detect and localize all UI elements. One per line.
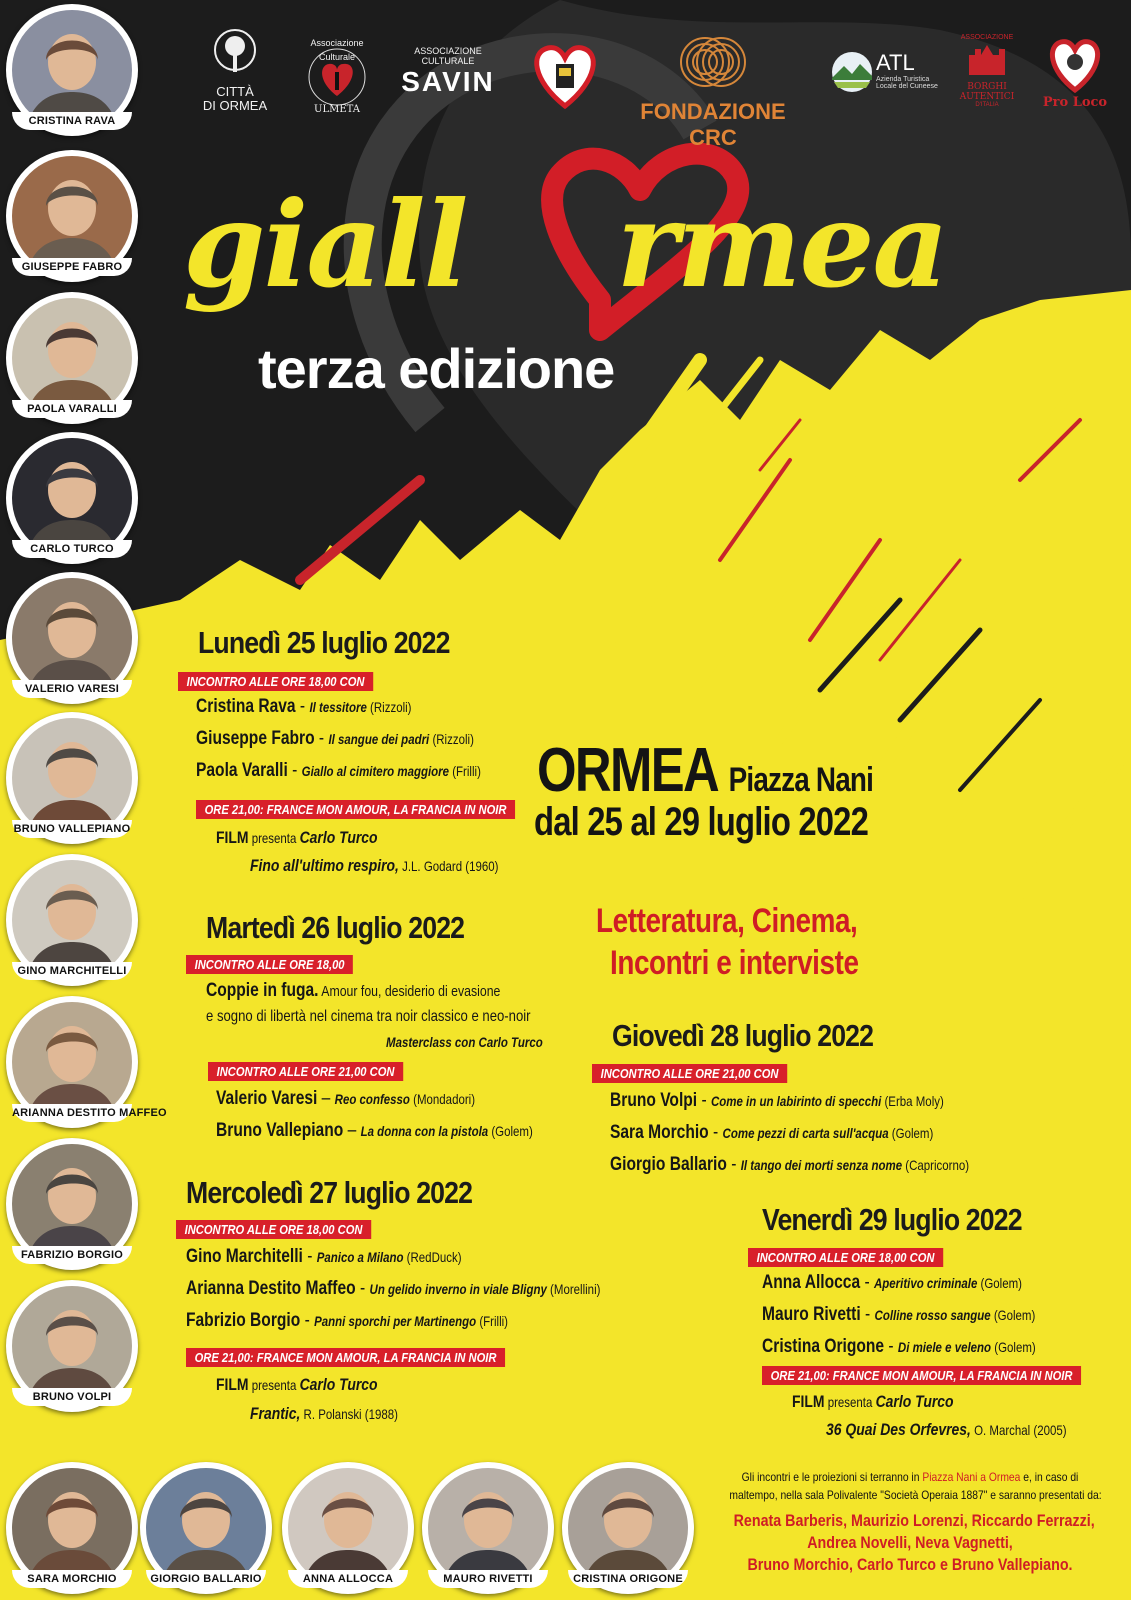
day-title: Lunedì 25 luglio 2022 xyxy=(198,625,450,660)
author-portrait xyxy=(282,1462,414,1594)
presenters-line-1: Renata Barberis, Maurizio Lorenzi, Riccardo Ferrazzi, xyxy=(733,1511,1095,1530)
author-entry: Valerio Varesi – Reo confesso (Mondadori) xyxy=(216,1088,476,1109)
edition-subtitle: terza edizione xyxy=(258,337,615,400)
venue-city: ORMEA xyxy=(537,736,717,805)
portrait-name-label: GIORGIO BALLARIO xyxy=(146,1570,266,1588)
logo-pro-loco xyxy=(1040,36,1110,110)
author-entry: Giuseppe Fabro - Il sangue dei padri (Rizzoli) xyxy=(196,728,474,749)
presenters-line-3: Bruno Morchio, Carlo Turco e Bruno Vallepiano. xyxy=(747,1555,1073,1574)
portrait-name-label: GIUSEPPE FABRO xyxy=(12,258,132,276)
author-portrait xyxy=(6,572,138,704)
logo-ulmeta xyxy=(296,38,378,121)
logo-ulmeta-top: Associazione Culturale xyxy=(310,38,364,62)
portrait-name-label: CARLO TURCO xyxy=(12,540,132,558)
logo-heart-badge xyxy=(525,40,605,115)
author-portrait xyxy=(6,1280,138,1412)
portrait-name-label: VALERIO VARESI xyxy=(12,680,132,698)
portrait-name-label: BRUNO VALLEPIANO xyxy=(12,820,132,838)
author-entry: Bruno Volpi - Come in un labirinto di specchi (Erba Moly) xyxy=(610,1090,944,1111)
festival-title xyxy=(183,175,947,314)
author-entry: Fabrizio Borgio - Panni sporchi per Martinengo (Frilli) xyxy=(186,1310,509,1331)
day-title: Giovedì 28 luglio 2022 xyxy=(612,1018,874,1053)
crc-rings-icon xyxy=(673,32,753,92)
logo-atl-text: ATL xyxy=(876,50,915,75)
author-portrait xyxy=(6,996,167,1128)
presenters-line-2: Andrea Novelli, Neva Vagnetti, xyxy=(807,1533,1013,1552)
venue-square: Piazza Nani xyxy=(728,761,874,799)
pro-loco-heart-icon xyxy=(1045,36,1105,94)
logo-savin xyxy=(398,46,498,98)
atl-landscape-icon xyxy=(830,50,874,94)
portrait-name-label: FABRIZIO BORGIO xyxy=(12,1246,132,1264)
author-portrait xyxy=(6,4,138,136)
author-entry: Cristina Rava - Il tessitore (Rizzoli) xyxy=(196,696,412,717)
author-portrait xyxy=(6,292,138,424)
film-presenter: FILM presenta Carlo Turco xyxy=(216,1375,378,1394)
castle-icon xyxy=(965,41,1009,77)
author-portrait xyxy=(140,1462,272,1594)
evening-badge: ORE 21,00: FRANCE MON AMOUR, LA FRANCIA IN NOIR xyxy=(186,1348,505,1367)
logo-borghi-autentici xyxy=(952,34,1022,108)
author-entry: Bruno Vallepiano – La donna con la pistola (Golem) xyxy=(216,1120,533,1141)
logo-borghi-top: ASSOCIAZIONE xyxy=(960,34,1014,41)
author-entry: Sara Morchio - Come pezzi di carta sull'acqua (Golem) xyxy=(610,1122,934,1143)
author-portrait xyxy=(6,432,138,564)
author-portrait xyxy=(422,1462,554,1594)
author-entry: Gino Marchitelli - Panico a Milano (RedDuck) xyxy=(186,1246,462,1267)
portrait-name-label: ANNA ALLOCCA xyxy=(288,1570,408,1588)
venue-note-line-2: maltempo, nella sala Polivalente "Società Operaia 1887" e saranno presentati da: xyxy=(729,1488,1102,1502)
author-portrait xyxy=(6,150,138,282)
day-title: Mercoledì 27 luglio 2022 xyxy=(186,1175,473,1210)
film-title: 36 Quai Des Orfevres, O. Marchal (2005) xyxy=(826,1420,1067,1439)
heart-badge-icon xyxy=(526,40,604,110)
tree-icon xyxy=(213,28,257,80)
logo-savin-top: ASSOCIAZIONE CULTURALE xyxy=(414,46,482,66)
time-badge: INCONTRO ALLE ORE 18,00 CON xyxy=(178,672,373,691)
evening-badge: ORE 21,00: FRANCE MON AMOUR, LA FRANCIA IN NOIR xyxy=(196,800,515,819)
logo-borghi-sub: D'ITALIA xyxy=(975,102,999,108)
author-entry: Cristina Origone - Di miele e veleno (Golem) xyxy=(762,1336,1036,1357)
author-portrait xyxy=(6,1138,138,1270)
logo-proloco-text: Pro Loco xyxy=(1042,95,1108,110)
portrait-name-label: BRUNO VOLPI xyxy=(12,1388,132,1406)
logo-borghi-text: BORGHI AUTENTICI xyxy=(959,82,1015,102)
logo-savin-text: SAVIN xyxy=(401,66,495,97)
author-portrait xyxy=(6,854,138,986)
portrait-name-label: PAOLA VARALLI xyxy=(12,400,132,418)
portrait-name-label: CRISTINA RAVA xyxy=(12,112,132,130)
time-badge: INCONTRO ALLE ORE 21,00 CON xyxy=(592,1064,787,1083)
author-portrait xyxy=(6,712,138,844)
portrait-name-label: ARIANNA DESTITO MAFFEO xyxy=(12,1104,132,1122)
author-entry: Arianna Destito Maffeo - Un gelido inverno in viale Bligny (Morellini) xyxy=(186,1278,601,1299)
portrait-name-label: MAURO RIVETTI xyxy=(428,1570,548,1588)
logo-fondazione-crc xyxy=(618,32,808,151)
time-badge: INCONTRO ALLE ORE 18,00 CON xyxy=(748,1248,943,1267)
time-badge: INCONTRO ALLE ORE 21,00 CON xyxy=(208,1062,403,1081)
festival-dates: dal 25 al 29 luglio 2022 xyxy=(534,800,869,844)
evening-badge: ORE 21,00: FRANCE MON AMOUR, LA FRANCIA IN NOIR xyxy=(762,1366,1081,1385)
logo-city-text: CITTÀ DI ORMEA xyxy=(202,84,268,113)
film-presenter: FILM presenta Carlo Turco xyxy=(216,828,378,847)
film-title: Fino all'ultimo respiro, J.L. Godard (1960) xyxy=(250,856,499,875)
event-title: Coppie in fuga. Amour fou, desiderio di evasione xyxy=(206,980,501,1001)
logo-atl-sub: Azienda Turistica Locale del Cuneese xyxy=(876,76,938,90)
portrait-name-label: GINO MARCHITELLI xyxy=(12,962,132,980)
author-entry: Giorgio Ballario - Il tango dei morti senza nome (Capricorno) xyxy=(610,1154,970,1175)
day-title: Martedì 26 luglio 2022 xyxy=(206,910,465,945)
author-portrait xyxy=(6,1462,138,1594)
author-portrait xyxy=(562,1462,694,1594)
logo-fondazione-text: FONDAZIONE CRC xyxy=(640,99,786,150)
day-title: Venerdì 29 luglio 2022 xyxy=(762,1202,1022,1237)
time-badge: INCONTRO ALLE ORE 18,00 CON xyxy=(176,1220,371,1239)
masterclass-line: Masterclass con Carlo Turco xyxy=(386,1034,543,1050)
venue-note-line-1: Gli incontri e le proiezioni si terranno in Piazza Nani a Ormea e, in caso di xyxy=(741,1470,1079,1484)
tagline-line-1: Letteratura, Cinema, xyxy=(596,902,858,940)
film-title: Frantic, R. Polanski (1988) xyxy=(250,1404,398,1423)
film-presenter: FILM presenta Carlo Turco xyxy=(792,1392,954,1411)
venue-heading xyxy=(537,735,873,806)
title-part-giall: giall xyxy=(183,175,467,314)
portrait-name-label: CRISTINA ORIGONE xyxy=(568,1570,688,1588)
event-description: e sogno di libertà nel cinema tra noir classico e neo-noir xyxy=(206,1008,531,1025)
portrait-name-label: SARA MORCHIO xyxy=(12,1570,132,1588)
author-entry: Paola Varalli - Giallo al cimitero maggiore (Frilli) xyxy=(196,760,481,781)
time-badge: INCONTRO ALLE ORE 18,00 xyxy=(186,955,353,974)
tagline-line-2: Incontri e interviste xyxy=(610,944,859,982)
logo-ulmeta-bottom: ULMETA xyxy=(314,104,360,115)
author-entry: Anna Allocca - Aperitivo criminale (Golem) xyxy=(762,1272,1022,1293)
title-part-rmea: rmea xyxy=(616,175,948,314)
author-entry: Mauro Rivetti - Colline rosso sangue (Golem) xyxy=(762,1304,1036,1325)
logo-citta-di-ormea xyxy=(195,28,275,113)
